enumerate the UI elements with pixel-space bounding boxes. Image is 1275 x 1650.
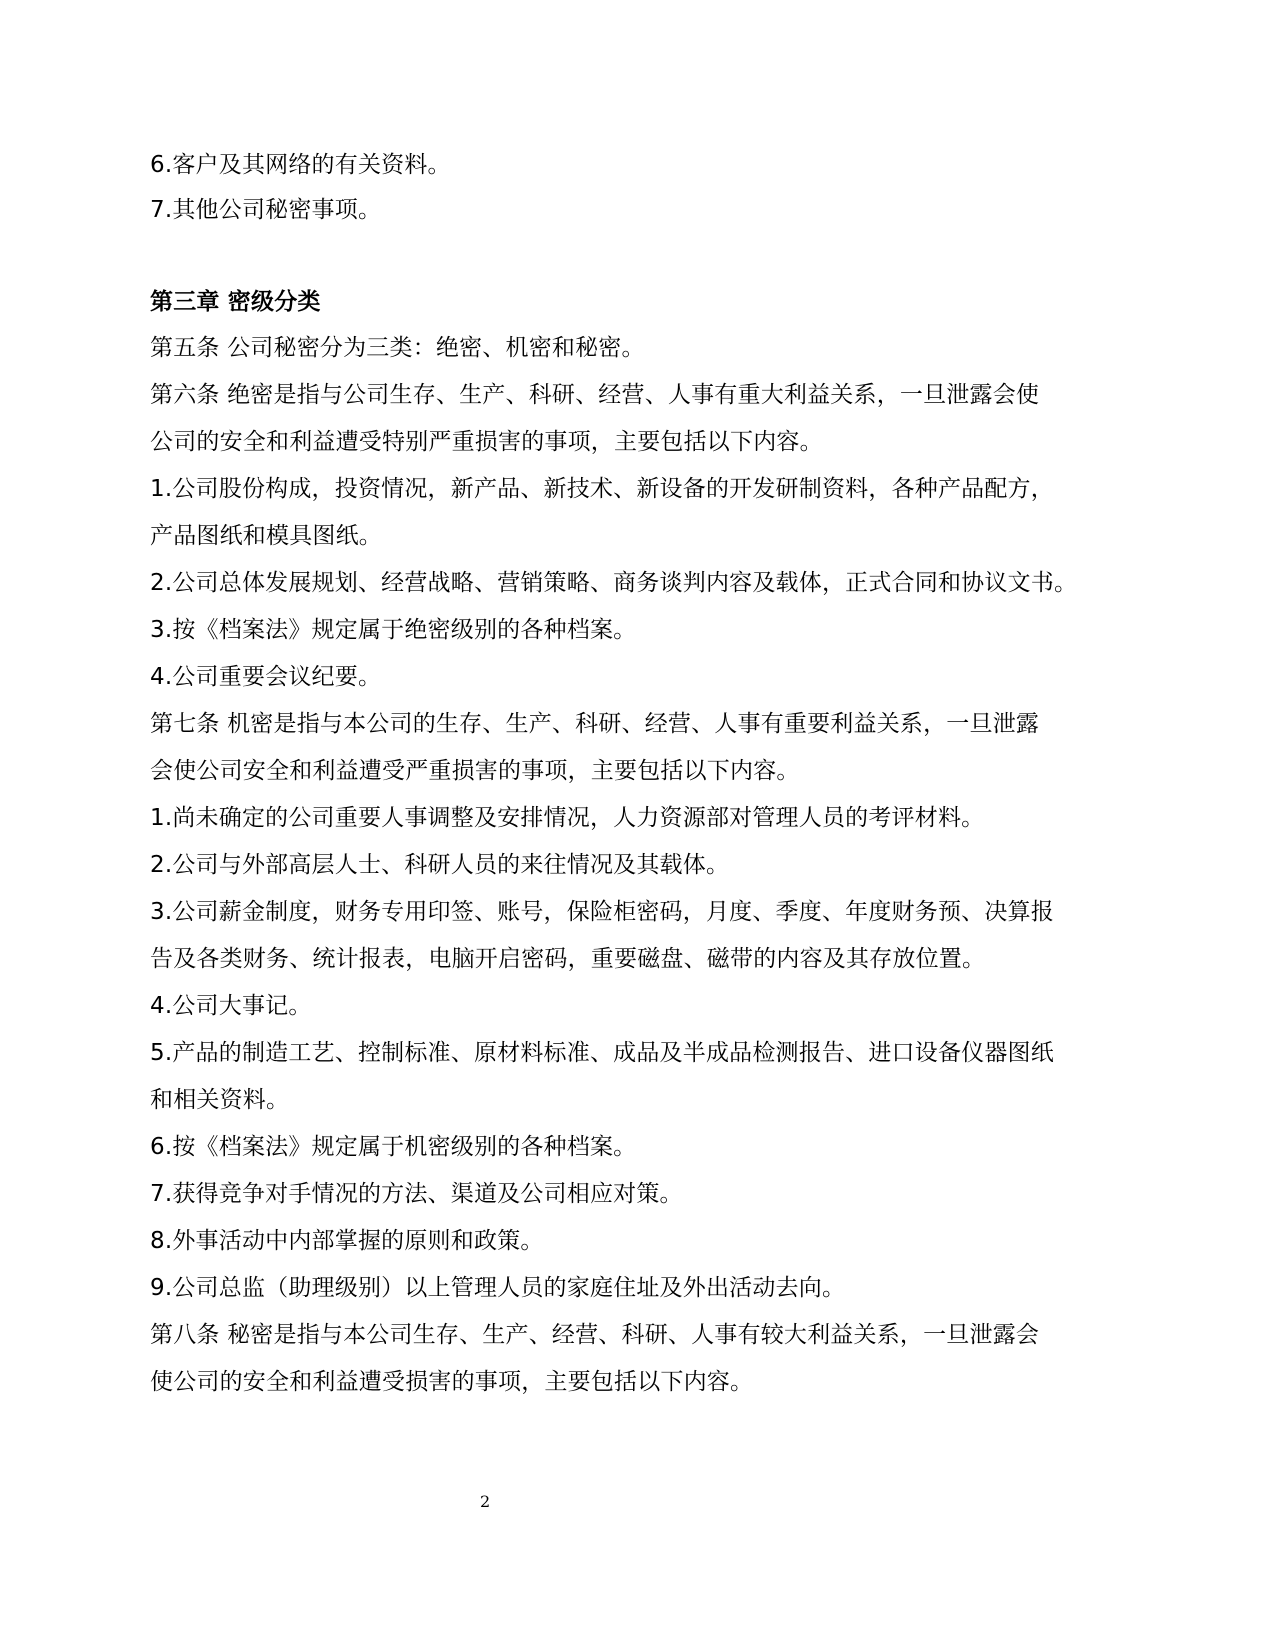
paragraph-line: 6.客户及其网络的有关资料。 xyxy=(150,152,451,178)
list-item: 3.公司薪金制度，财务专用印签、账号，保险柜密码，月度、季度、年度财务预、决算报 xyxy=(150,899,1054,925)
list-item: 4.公司重要会议纪要。 xyxy=(150,664,382,690)
list-item: 2.公司总体发展规划、经营战略、营销策略、商务谈判内容及载体，正式合同和协议文书。 xyxy=(150,570,1078,596)
list-item: 1.尚未确定的公司重要人事调整及安排情况，人力资源部对管理人员的考评材料。 xyxy=(150,805,985,831)
chapter-heading: 第三章 密级分类 xyxy=(150,289,321,315)
article-line: 第五条 公司秘密分为三类：绝密、机密和秘密。 xyxy=(150,335,645,361)
paragraph-line: 7.其他公司秘密事项。 xyxy=(150,197,382,223)
list-item: 7.获得竞争对手情况的方法、渠道及公司相应对策。 xyxy=(150,1181,683,1207)
list-item: 4.公司大事记。 xyxy=(150,993,312,1019)
article-line: 第七条 机密是指与本公司的生存、生产、科研、经营、人事有重要利益关系，一旦泄露 xyxy=(150,711,1040,737)
paragraph-line: 和相关资料。 xyxy=(150,1087,290,1113)
list-item: 1.公司股份构成，投资情况，新产品、新技术、新设备的开发研制资料，各种产品配方， xyxy=(150,476,1054,502)
list-item: 3.按《档案法》规定属于绝密级别的各种档案。 xyxy=(150,617,637,643)
list-item: 2.公司与外部高层人士、科研人员的来往情况及其载体。 xyxy=(150,852,730,878)
page-number: 2 xyxy=(480,1492,491,1511)
article-line: 第六条 绝密是指与公司生存、生产、科研、经营、人事有重大利益关系，一旦泄露会使 xyxy=(150,382,1040,408)
paragraph-line: 告及各类财务、统计报表，电脑开启密码，重要磁盘、磁带的内容及其存放位置。 xyxy=(150,946,986,972)
paragraph-line: 产品图纸和模具图纸。 xyxy=(150,523,382,549)
list-item: 9.公司总监（助理级别）以上管理人员的家庭住址及外出活动去向。 xyxy=(150,1275,846,1301)
list-item: 8.外事活动中内部掌握的原则和政策。 xyxy=(150,1228,544,1254)
paragraph-line: 会使公司安全和利益遭受严重损害的事项，主要包括以下内容。 xyxy=(150,758,800,784)
list-item: 6.按《档案法》规定属于机密级别的各种档案。 xyxy=(150,1134,637,1160)
article-line: 第八条 秘密是指与本公司生存、生产、经营、科研、人事有较大利益关系，一旦泄露会 xyxy=(150,1322,1040,1348)
paragraph-line: 公司的安全和利益遭受特别严重损害的事项，主要包括以下内容。 xyxy=(150,429,823,455)
list-item: 5.产品的制造工艺、控制标准、原材料标准、成品及半成品检测报告、进口设备仪器图纸 xyxy=(150,1040,1054,1066)
paragraph-line: 使公司的安全和利益遭受损害的事项，主要包括以下内容。 xyxy=(150,1369,754,1395)
